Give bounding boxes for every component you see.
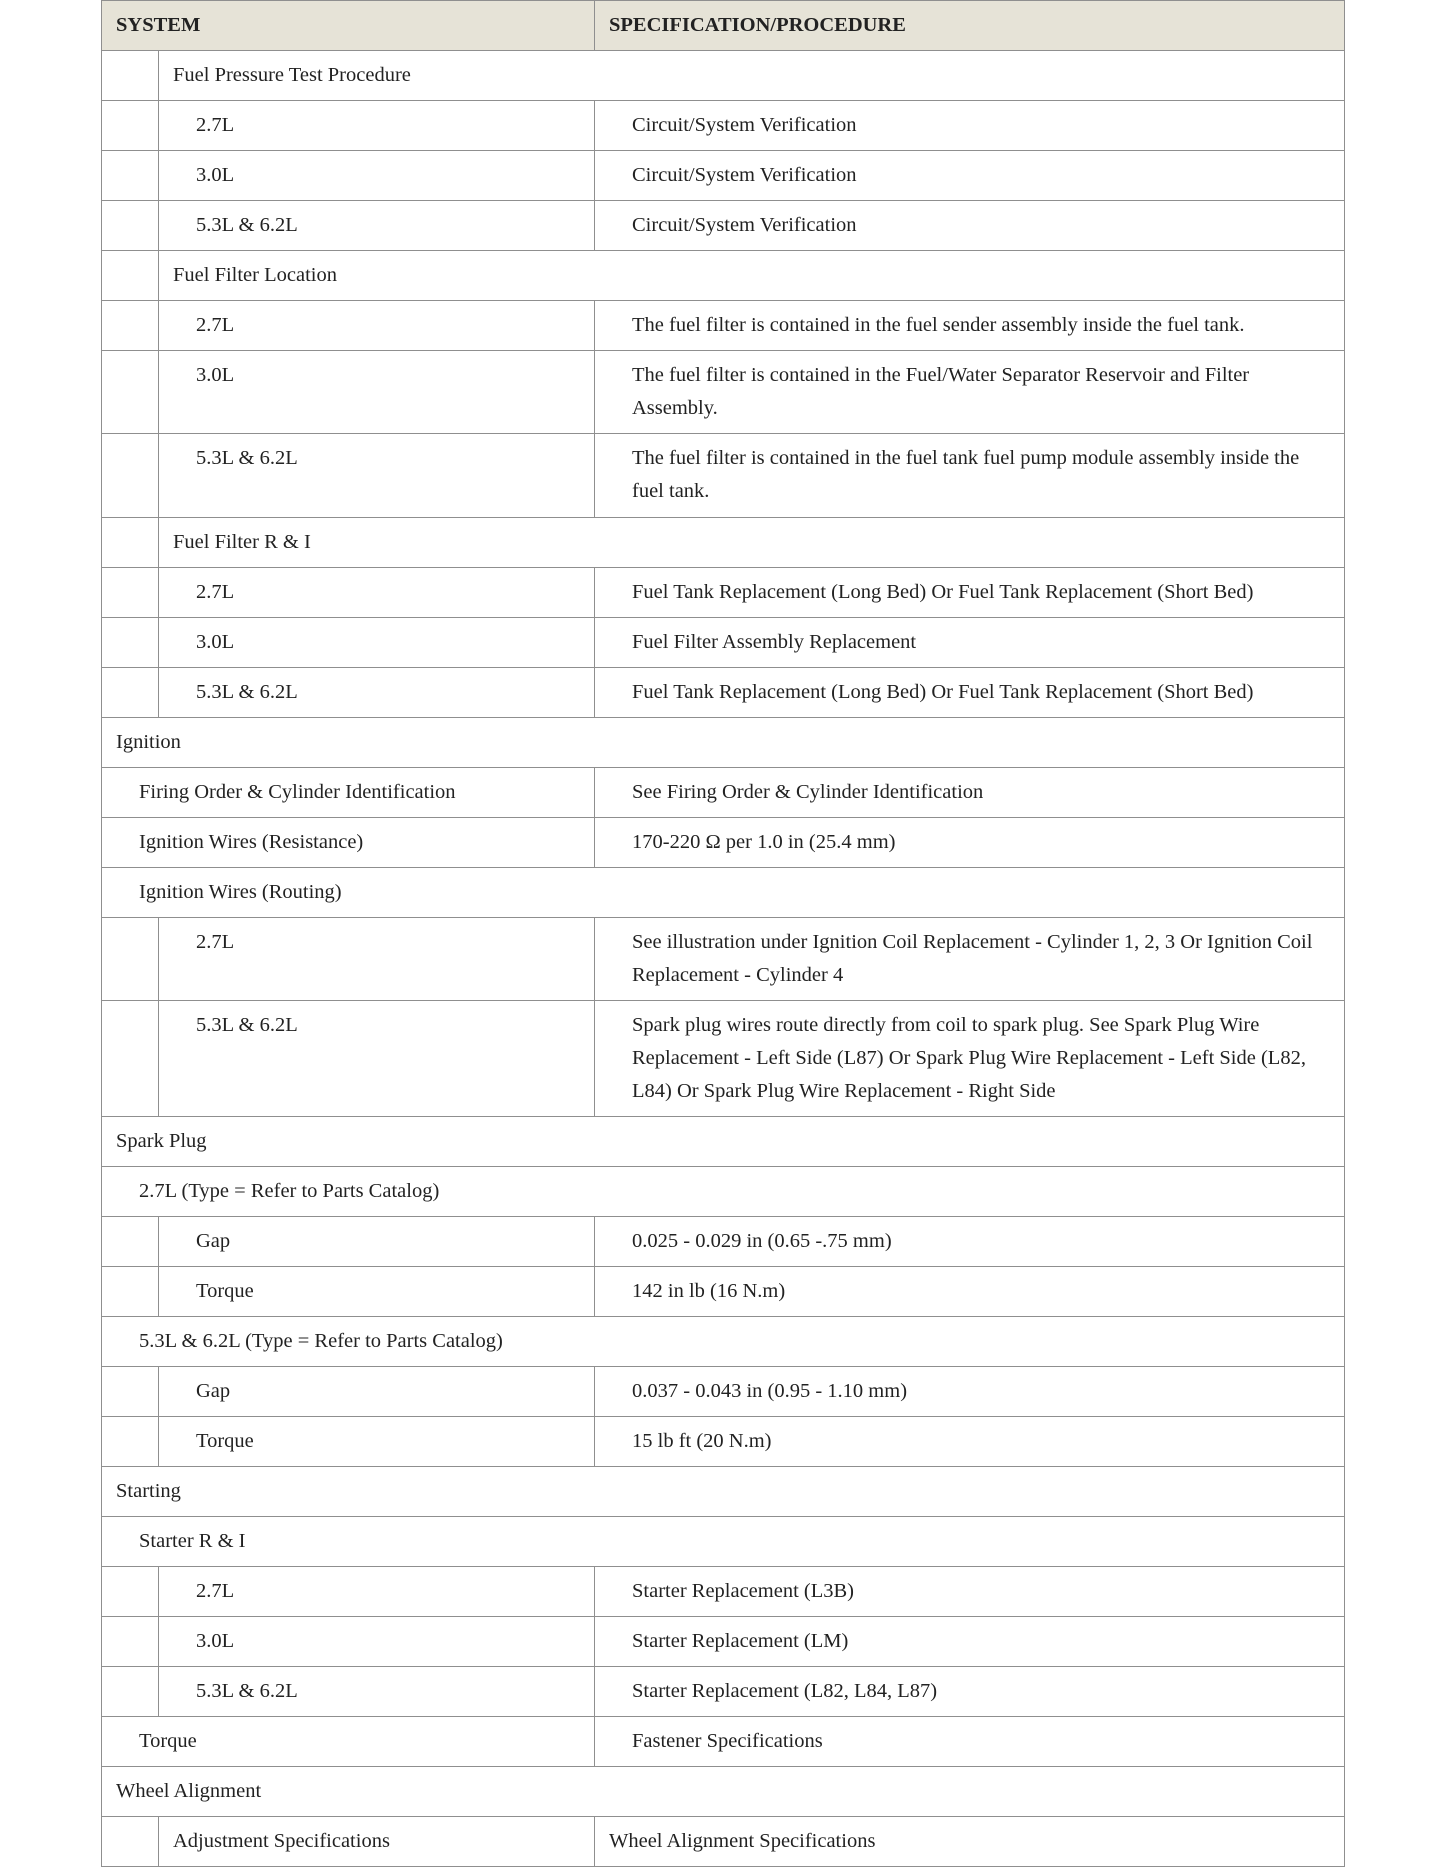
table-row [102,1367,1345,1417]
section-row [102,868,1345,918]
section-row [102,1167,1345,1217]
spec-value: 0.025 - 0.029 in (0.65 -.75 mm) [595,1217,1345,1267]
indent-cell [102,301,159,351]
section-label: Starting [102,1467,1345,1517]
item-label: Gap [159,1217,595,1267]
table-header-row [102,1,1345,51]
indent-cell [102,1001,159,1117]
table-row [102,1267,1345,1317]
section-row [102,1767,1345,1817]
spec-value: 0.037 - 0.043 in (0.95 - 1.10 mm) [595,1367,1345,1417]
engine-label: 2.7L [159,101,595,151]
section-label: Wheel Alignment [102,1767,1345,1817]
spec-value: 170-220 Ω per 1.0 in (25.4 mm) [595,818,1345,868]
indent-cell [102,201,159,251]
indent-cell [102,1417,159,1467]
system-column-header: SYSTEM [102,1,595,51]
indent-cell [102,1267,159,1317]
engine-label: 5.3L & 6.2L [159,434,595,518]
spec-value: Fuel Tank Replacement (Long Bed) Or Fuel Tank Replacement (Short Bed) [595,668,1345,718]
spec-value: Spark plug wires route directly from coil to spark plug. See Spark Plug Wire Replacement - Left Side (L87) Or Spark Plug Wire Replacement - Left Side (L82, L84) Or Spark Plug Wire Replacement - Right Side [595,1001,1345,1117]
indent-cell [102,668,159,718]
spec-value: Fuel Filter Assembly Replacement [595,618,1345,668]
indent-cell [102,151,159,201]
spec-value: 15 lb ft (20 N.m) [595,1417,1345,1467]
table-row [102,818,1345,868]
table-row [102,301,1345,351]
item-label: Gap [159,1367,595,1417]
subsection-label: Starter R & I [102,1517,1345,1567]
subsection-label: Fuel Pressure Test Procedure [159,51,1345,101]
spec-value: Circuit/System Verification [595,101,1345,151]
spec-column-header: SPECIFICATION/PROCEDURE [595,1,1345,51]
item-label: Firing Order & Cylinder Identification [102,768,595,818]
spec-value: The fuel filter is contained in the fuel sender assembly inside the fuel tank. [595,301,1345,351]
spec-value: Fuel Tank Replacement (Long Bed) Or Fuel Tank Replacement (Short Bed) [595,568,1345,618]
spec-value: See illustration under Ignition Coil Replacement - Cylinder 1, 2, 3 Or Ignition Coil Replacement - Cylinder 4 [595,918,1345,1001]
engine-label: 3.0L [159,151,595,201]
engine-label: 2.7L [159,1567,595,1617]
table-row [102,1567,1345,1617]
spec-value: Wheel Alignment Specifications [595,1817,1345,1867]
indent-cell [102,351,159,434]
section-row [102,1317,1345,1367]
subsection-label: Fuel Filter R & I [159,518,1345,568]
spec-value: Starter Replacement (L3B) [595,1567,1345,1617]
spec-value: Starter Replacement (LM) [595,1617,1345,1667]
table-row [102,1817,1345,1867]
engine-label: 5.3L & 6.2L [159,1667,595,1717]
indent-cell [102,1667,159,1717]
engine-label: 5.3L & 6.2L [159,201,595,251]
section-row [102,518,1345,568]
indent-cell [102,1817,159,1867]
indent-cell [102,434,159,518]
spec-value: Circuit/System Verification [595,201,1345,251]
section-label: Ignition [102,718,1345,768]
indent-cell [102,1217,159,1267]
engine-label: 5.3L & 6.2L [159,668,595,718]
table-row [102,151,1345,201]
table-row [102,1617,1345,1667]
subsection-label: 2.7L (Type = Refer to Parts Catalog) [102,1167,1345,1217]
specifications-table [101,0,1345,1867]
spec-value: The fuel filter is contained in the fuel tank fuel pump module assembly inside the fuel tank. [595,434,1345,518]
subsection-label: Fuel Filter Location [159,251,1345,301]
engine-label: 5.3L & 6.2L [159,1001,595,1117]
item-label: Torque [159,1267,595,1317]
indent-cell [102,918,159,1001]
table-row [102,918,1345,1001]
section-row [102,1117,1345,1167]
section-row [102,718,1345,768]
spec-value: 142 in lb (16 N.m) [595,1267,1345,1317]
indent-cell [102,618,159,668]
item-label: Torque [102,1717,595,1767]
engine-label: 3.0L [159,351,595,434]
section-row [102,1467,1345,1517]
table-row [102,768,1345,818]
table-row [102,101,1345,151]
spec-value: See Firing Order & Cylinder Identification [595,768,1345,818]
spec-value: Circuit/System Verification [595,151,1345,201]
indent-cell [102,1567,159,1617]
indent-cell [102,51,159,101]
item-label: Torque [159,1417,595,1467]
engine-label: 2.7L [159,301,595,351]
table-row [102,1667,1345,1717]
section-label: Spark Plug [102,1117,1345,1167]
indent-cell [102,101,159,151]
table-row [102,351,1345,434]
indent-cell [102,1617,159,1667]
section-row [102,51,1345,101]
subsection-label: Ignition Wires (Routing) [102,868,1345,918]
indent-cell [102,518,159,568]
item-label: Ignition Wires (Resistance) [102,818,595,868]
table-row [102,568,1345,618]
section-row [102,251,1345,301]
item-label: Adjustment Specifications [159,1817,595,1867]
engine-label: 3.0L [159,618,595,668]
subsection-label: 5.3L & 6.2L (Type = Refer to Parts Catalog) [102,1317,1345,1367]
section-row [102,1517,1345,1567]
spec-value: The fuel filter is contained in the Fuel/Water Separator Reservoir and Filter Assembly. [595,351,1345,434]
table-row [102,668,1345,718]
indent-cell [102,1367,159,1417]
table-row [102,201,1345,251]
spec-value: Starter Replacement (L82, L84, L87) [595,1667,1345,1717]
indent-cell [102,251,159,301]
indent-cell [102,568,159,618]
engine-label: 2.7L [159,918,595,1001]
spec-value: Fastener Specifications [595,1717,1345,1767]
table-row [102,1417,1345,1467]
engine-label: 3.0L [159,1617,595,1667]
table-row [102,1001,1345,1117]
table-row [102,1717,1345,1767]
engine-label: 2.7L [159,568,595,618]
table-row [102,1217,1345,1267]
table-row [102,618,1345,668]
table-row [102,434,1345,518]
